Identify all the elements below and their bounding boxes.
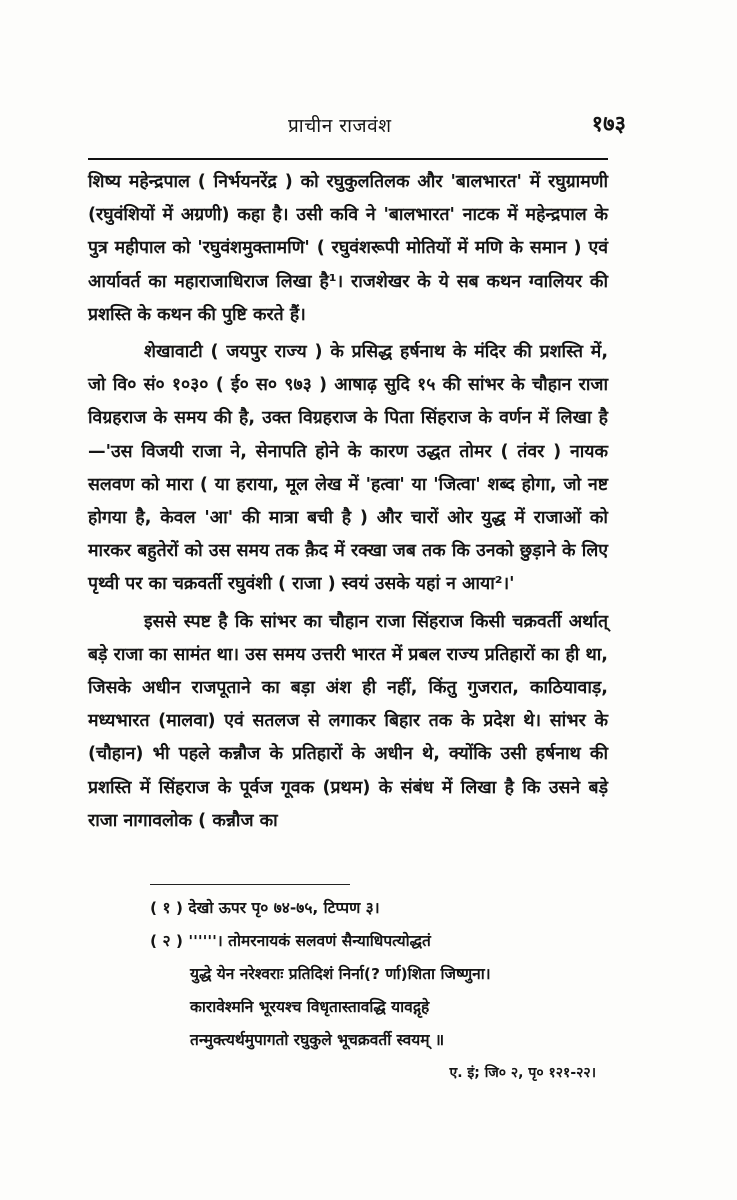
paragraph-2: शेखावाटी ( जयपुर राज्य ) के प्रसिद्ध हर्षनाथ के मंदिर की प्रशस्ति में, जो वि० सं० १०३० ( ई० स० ९७३ ) आषाढ़ सुदि १५ की सांभर के चौहान राजा विग्रहराज के समय की है, उक्त विग्रहराज के पिता सिंहराज के वर्णन में लिखा है—'उस विजयी राजा ने, सेनापति होने के कारण उद्धत तोमर ( तंवर ) नायक सलवण को मारा ( या हराया, मूल लेख में 'हत्वा' या 'जित्वा' शब्द होगा, जो नष्ट होगया है, केवल 'आ' की मात्रा बची है ) और चारों ओर युद्ध में राजाओं को मारकर बहुतेरों को उस समय तक क़ैद में रक्खा जब तक कि उनको छुड़ाने के लिए पृथ्वी पर का चक्रवर्ती रघुवंशी ( राजा ) स्वयं उसके यहां न आया²।' (88, 342, 608, 595)
page-header (88, 108, 626, 138)
footnote-source: ए. इं; जि० २, पृ० १२१-२२। (449, 1065, 596, 1081)
footnote-verse-line: तन्मुक्त्यर्थमुपागतो रघुकुले भूचक्रवर्ती स्वयम् ॥ (190, 1031, 445, 1049)
running-title: प्राचीन राजवंश (288, 115, 392, 137)
page-number: १७३ (591, 112, 626, 137)
footnote-1: ( १ ) देखो ऊपर पृ० ७४-७५, टिप्पण ३। (150, 899, 380, 917)
header-rule (88, 158, 608, 160)
footnote-verse-line: युद्धे येन नरेश्वराः प्रतिदिशं निर्ना(? र्णा)शिता जिष्णुना। (190, 965, 491, 983)
footnote-rule (150, 884, 350, 885)
body-text (88, 166, 608, 838)
footnote-verse-line: कारावेश्मनि भूरयश्च विधृतास्तावद्धि यावद्गृहे (190, 998, 430, 1016)
footnotes (150, 892, 610, 1090)
paragraph-1: शिष्य महेन्द्रपाल ( निर्भयनरेंद्र ) को रघुकुलतिलक और 'बालभारत' में रघुग्रामणी (रघुवंशियों में अग्रणी) कहा है। उसी कवि ने 'बालभारत' नाटक में महेन्द्रपाल के पुत्र महीपाल को 'रघुवंशमुक्तामणि' ( रघुवंशरूपी मोतियों में मणि के समान ) एवं आर्यावर्त का महाराजाधिराज लिखा है¹। राजशेखर के ये सब कथन ग्वालियर की प्रशस्ति के कथन की पुष्टि करते हैं। (88, 172, 608, 325)
footnote-2-intro: ( २ ) ''''''। तोमरनायकं सलवणं सैन्याधिपत्योद्धतं (150, 932, 431, 950)
paragraph-3: इससे स्पष्ट है कि सांभर का चौहान राजा सिंहराज किसी चक्रवर्ती अर्थात् बड़े राजा का सामंत था। उस समय उत्तरी भारत में प्रबल राज्य प्रतिहारों का ही था, जिसके अधीन राजपूताने का बड़ा अंश ही नहीं, किंतु गुजरात, काठियावाड़, मध्यभारत (मालवा) एवं सतलज से लगाकर बिहार तक के प्रदेश थे। सांभर के (चौहान) भी पहले कन्नौज के प्रतिहारों के अधीन थे, क्योंकि उसी हर्षनाथ की प्रशस्ति में सिंहराज के पूर्वज गूवक (प्रथम) के संबंध में लिखा है कि उसने बड़े राजा नागावलोक ( कन्नौज का (88, 611, 608, 831)
